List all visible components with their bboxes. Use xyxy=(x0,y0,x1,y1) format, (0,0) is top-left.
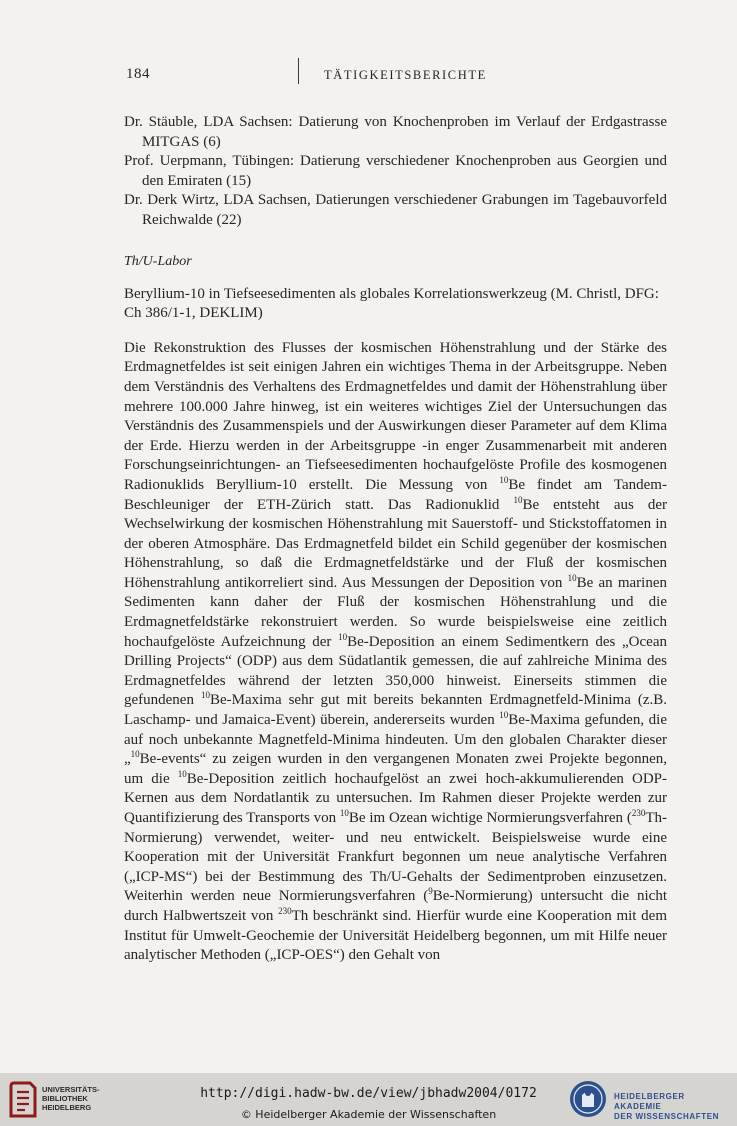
dating-entry-list xyxy=(124,113,667,231)
isotope-superscript: 230 xyxy=(631,808,646,818)
library-logo-line: UNIVERSITÄTS- xyxy=(42,1085,100,1094)
section-heading: Th/U-Labor xyxy=(124,253,192,269)
header-divider xyxy=(298,58,299,84)
academy-logo-line: DER WISSENSCHAFTEN xyxy=(614,1112,720,1121)
permalink-url[interactable]: http://digi.hadw-bw.de/view/jbhadw2004/0172 xyxy=(200,1086,537,1101)
paragraph-text: Be findet am Tandem-Beschleuniger der ETH-Zürich statt. Das Radionuklid xyxy=(124,476,667,513)
paragraph-text: Be-Maxima sehr gut mit bereits bekannten Erdmagnetfeld-Minima (z.B. Laschamp- und Jamaica-Event) überein, andererseits wurden xyxy=(124,692,667,729)
isotope-superscript: 10 xyxy=(499,710,509,721)
isotope-superscript: 10 xyxy=(177,768,187,779)
paragraph-text: Be entsteht aus der Wechselwirkung der kosmischen Höhenstrahlung mit Sauerstoff- und Stickstoffatomen in der oberen Atmosphäre. Das Erdmagnetfeld bildet ein Schild gegenüber der kosmischen Höhenstrahlung, so daß die Erdmagnetfeldstärke und der Fluß der kosmischen Höhenstrahlung antikorreliert sind. Aus Messungen der Deposition von xyxy=(124,496,667,591)
academy-logo[interactable] xyxy=(568,1079,733,1121)
isotope-superscript: 10 xyxy=(513,494,523,505)
paragraph-text: Be-Normierung) untersucht die nicht durch Halbwertszeit von xyxy=(124,888,667,924)
dating-entry: Dr. Derk Wirtz, LDA Sachsen, Datierungen verschiedener Grabungen im Tagebauvorfeld Reichwalde (22) xyxy=(124,192,667,228)
paragraph-text: Be-Deposition an einem Sedimentkern des „Ocean Drilling Projects“ (ODP) aus dem Südatlantik gemessen, die auf zahlreiche Minima des Erdmagnetfeldes während der letzten 350,000 hinweist. Einerseits stimmen die gefundenen xyxy=(124,633,667,709)
academy-logo-line: HEIDELBERGER AKADEMIE xyxy=(614,1092,685,1111)
paragraph-text: Be im Ozean wichtige Normierungsverfahren ( xyxy=(348,810,632,826)
copyright-notice: © Heidelberger Akademie der Wissenschaften xyxy=(240,1108,497,1121)
paragraph-text: Th beschränkt sind. Hierfür wurde eine Kooperation mit dem Institut für Umwelt-Geochemie der Universität Heidelberg begonnen, um mit Hilfe neuer analytischer Methoden („ICP-OES“) den Gehalt von xyxy=(124,907,667,964)
page-header xyxy=(126,62,666,88)
isotope-superscript: 10 xyxy=(130,749,140,760)
dating-entry: Prof. Uerpmann, Tübingen: Datierung verschiedener Knochenproben aus Georgien und den Emiraten (15) xyxy=(124,153,667,189)
isotope-superscript: 10 xyxy=(338,631,348,642)
academy-seal-icon xyxy=(568,1079,608,1119)
paragraph-text: Be-events“ zu zeigen wurden in den vergangenen Monaten zwei Projekte begonnen, um die xyxy=(124,751,667,787)
running-head: TÄTIGKEITSBERICHTE xyxy=(324,68,487,82)
footer-bar xyxy=(0,1073,737,1126)
library-logo-line: HEIDELBERG xyxy=(42,1103,92,1112)
isotope-superscript: 10 xyxy=(567,572,577,583)
page-content xyxy=(124,113,667,966)
isotope-superscript: 10 xyxy=(499,474,509,485)
project-title: Beryllium-10 in Tiefseesedimenten als globales Korrelationswerkzeug (M. Christl, DFG: Ch 386/1-1, DEKLIM) xyxy=(124,285,659,322)
isotope-superscript: 10 xyxy=(200,690,210,701)
isotope-superscript: 230 xyxy=(278,905,292,916)
paragraph-text: Be an marinen Sedimenten kann daher der Fluß der kosmischen Höhenstrahlung und die Erdmagnetfeldstärke rekonstruiert werden. So wurde beispielsweise eine zeitlich hochaufgelöste Aufzeichnung der xyxy=(124,574,667,650)
paragraph-text: Die Rekonstruktion des Flusses der kosmischen Höhenstrahlung und der Stärke des Erdmagnetfeldes ist seit einigen Jahren ein wichtiges Thema in der Arbeitsgruppe. Neben dem Verständnis des Verhaltens des Erdmagnetfeldes und damit der Höhenstrahlung über mehrere 100.000 Jahre hinweg, ist ein weiteres wichtiges Ziel der Untersuchungen das Verständnis des Zusammenspiels und der Auswirkungen dieser Parameter auf dem Klima der Erde. Hierzu werden in der Arbeitsgruppe -in enger Zusammenarbeit mit anderen Forschungseinrichtungen- an Tiefseesedimenten hochaufgelöste Profile des kosmogenen Radionuklids Beryllium-10 erstellt. Die Messung von xyxy=(124,339,667,493)
dating-entry: Dr. Stäuble, LDA Sachsen: Datierung von Knochenproben im Verlauf der Erdgastrasse MITGAS (6) xyxy=(124,114,667,150)
academy-logo-text xyxy=(614,1092,733,1122)
page-number: 184 xyxy=(126,66,150,82)
isotope-superscript: 10 xyxy=(339,808,349,818)
paragraph-text: Be-Deposition zeitlich hochaufgelöst an zwei hoch-akkumulierenden ODP-Kernen aus dem Nordatlantik zu untersuchen. Im Rahmen dieser Projekte werden zur Quantifizierung des Transports von xyxy=(124,770,668,826)
body-paragraph xyxy=(124,339,667,966)
library-logo-line: BIBLIOTHEK xyxy=(42,1094,88,1103)
paragraph-text: Be-Maxima gefunden, die auf noch unbekannte Magnetfeld-Minima hindeuten. Um den globalen Charakter dieser „ xyxy=(124,712,668,768)
isotope-superscript: 9 xyxy=(428,886,433,897)
paragraph-text: Th-Normierung) verwendet, weiter- und neu entwickelt. Beispielsweise wurde eine Kooperation mit der Universität Frankfurt begonnen um neue analytische Verfahren („ICP-MS“) bei der Bestimmung des Th/U-Gehalts der Sedimentproben einzusetzen. Weiterhin werden neue Normierungsverfahren ( xyxy=(124,810,667,905)
